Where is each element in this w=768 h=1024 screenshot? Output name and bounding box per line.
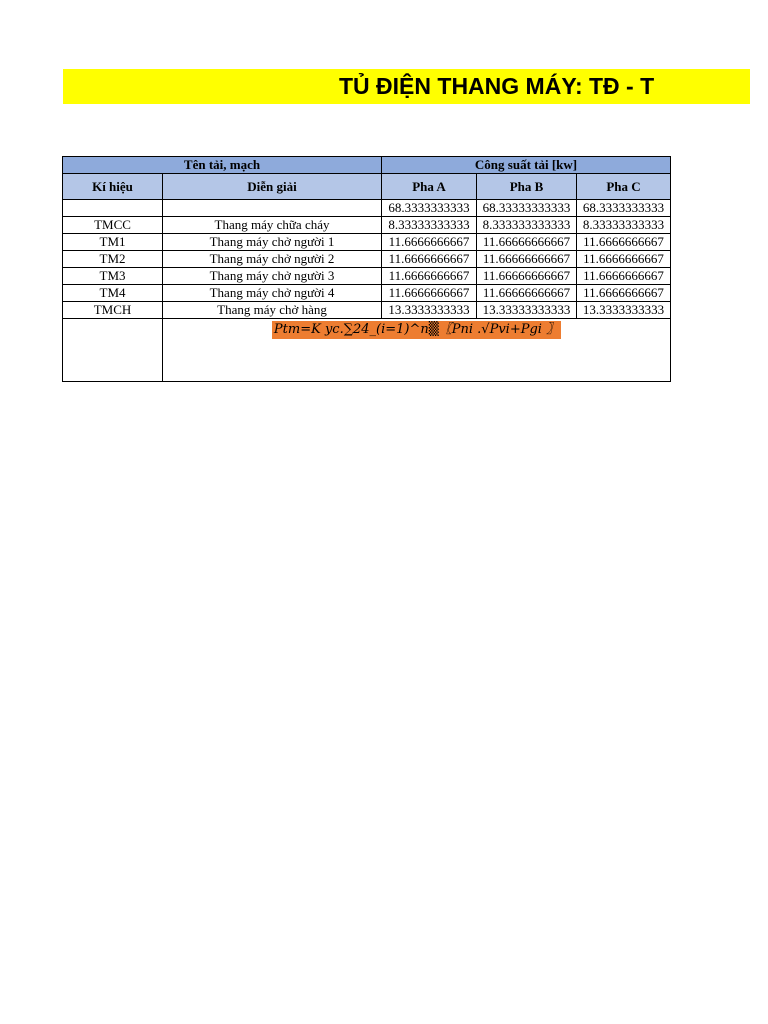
description-cell: Thang máy chữa cháy	[163, 217, 382, 234]
phase-c-cell: 11.6666666667	[577, 285, 671, 302]
load-table	[62, 156, 671, 382]
description-column-header: Diễn giải	[163, 174, 382, 200]
table-row	[63, 234, 671, 251]
phase-a-column-header: Pha A	[382, 174, 477, 200]
symbol-cell: TMCH	[63, 302, 163, 319]
phase-a-cell: 11.6666666667	[382, 285, 477, 302]
phase-a-cell: 8.33333333333	[382, 217, 477, 234]
symbol-cell: TM3	[63, 268, 163, 285]
formula-symbol-cell	[63, 319, 163, 382]
name-group-header: Tên tải, mạch	[63, 157, 382, 174]
description-cell: Thang máy chở người 4	[163, 285, 382, 302]
phase-c-cell: 11.6666666667	[577, 251, 671, 268]
phase-b-cell: 11.66666666667	[477, 251, 577, 268]
symbol-cell: TM4	[63, 285, 163, 302]
symbol-cell: TM2	[63, 251, 163, 268]
phase-a-cell: 11.6666666667	[382, 268, 477, 285]
phase-b-cell: 11.66666666667	[477, 285, 577, 302]
column-header-row	[63, 174, 671, 200]
formula-equation[interactable]: 𝑃𝑡𝑚=𝐾 𝑦𝑐.∑24_(𝑖=1)^𝑛▒〖𝑃𝑛𝑖 .√𝑃𝑣𝑖+𝑃𝑔𝑖 〗	[273, 322, 560, 337]
phase-b-column-header: Pha B	[477, 174, 577, 200]
formula-cell	[163, 319, 671, 382]
formula-row	[63, 319, 671, 382]
sheet-title-bar	[63, 69, 750, 104]
description-cell: Thang máy chở người 2	[163, 251, 382, 268]
phase-b-cell: 11.66666666667	[477, 268, 577, 285]
phase-a-cell: 11.6666666667	[382, 234, 477, 251]
phase-b-cell: 68.33333333333	[477, 200, 577, 217]
phase-a-cell: 11.6666666667	[382, 251, 477, 268]
table-row	[63, 217, 671, 234]
description-cell	[163, 200, 382, 217]
phase-c-column-header: Pha C	[577, 174, 671, 200]
phase-c-cell: 13.3333333333	[577, 302, 671, 319]
phase-a-cell: 13.3333333333	[382, 302, 477, 319]
phase-c-cell: 11.6666666667	[577, 234, 671, 251]
table-row	[63, 251, 671, 268]
table-row	[63, 285, 671, 302]
phase-c-cell: 8.33333333333	[577, 217, 671, 234]
phase-a-cell: 68.3333333333	[382, 200, 477, 217]
symbol-cell: TMCC	[63, 217, 163, 234]
phase-b-cell: 13.33333333333	[477, 302, 577, 319]
sheet-title: TỦ ĐIỆN THANG MÁY: TĐ - T	[339, 73, 655, 99]
table-row	[63, 200, 671, 217]
phase-c-cell: 68.3333333333	[577, 200, 671, 217]
symbol-column-header: Kí hiệu	[63, 174, 163, 200]
symbol-cell	[63, 200, 163, 217]
phase-b-cell: 11.66666666667	[477, 234, 577, 251]
power-group-header: Công suất tải [kw]	[382, 157, 671, 174]
symbol-cell: TM1	[63, 234, 163, 251]
table-row	[63, 302, 671, 319]
phase-c-cell: 11.6666666667	[577, 268, 671, 285]
phase-b-cell: 8.333333333333	[477, 217, 577, 234]
table-row	[63, 268, 671, 285]
description-cell: Thang máy chở người 3	[163, 268, 382, 285]
group-header-row	[63, 157, 671, 174]
description-cell: Thang máy chở hàng	[163, 302, 382, 319]
description-cell: Thang máy chở người 1	[163, 234, 382, 251]
